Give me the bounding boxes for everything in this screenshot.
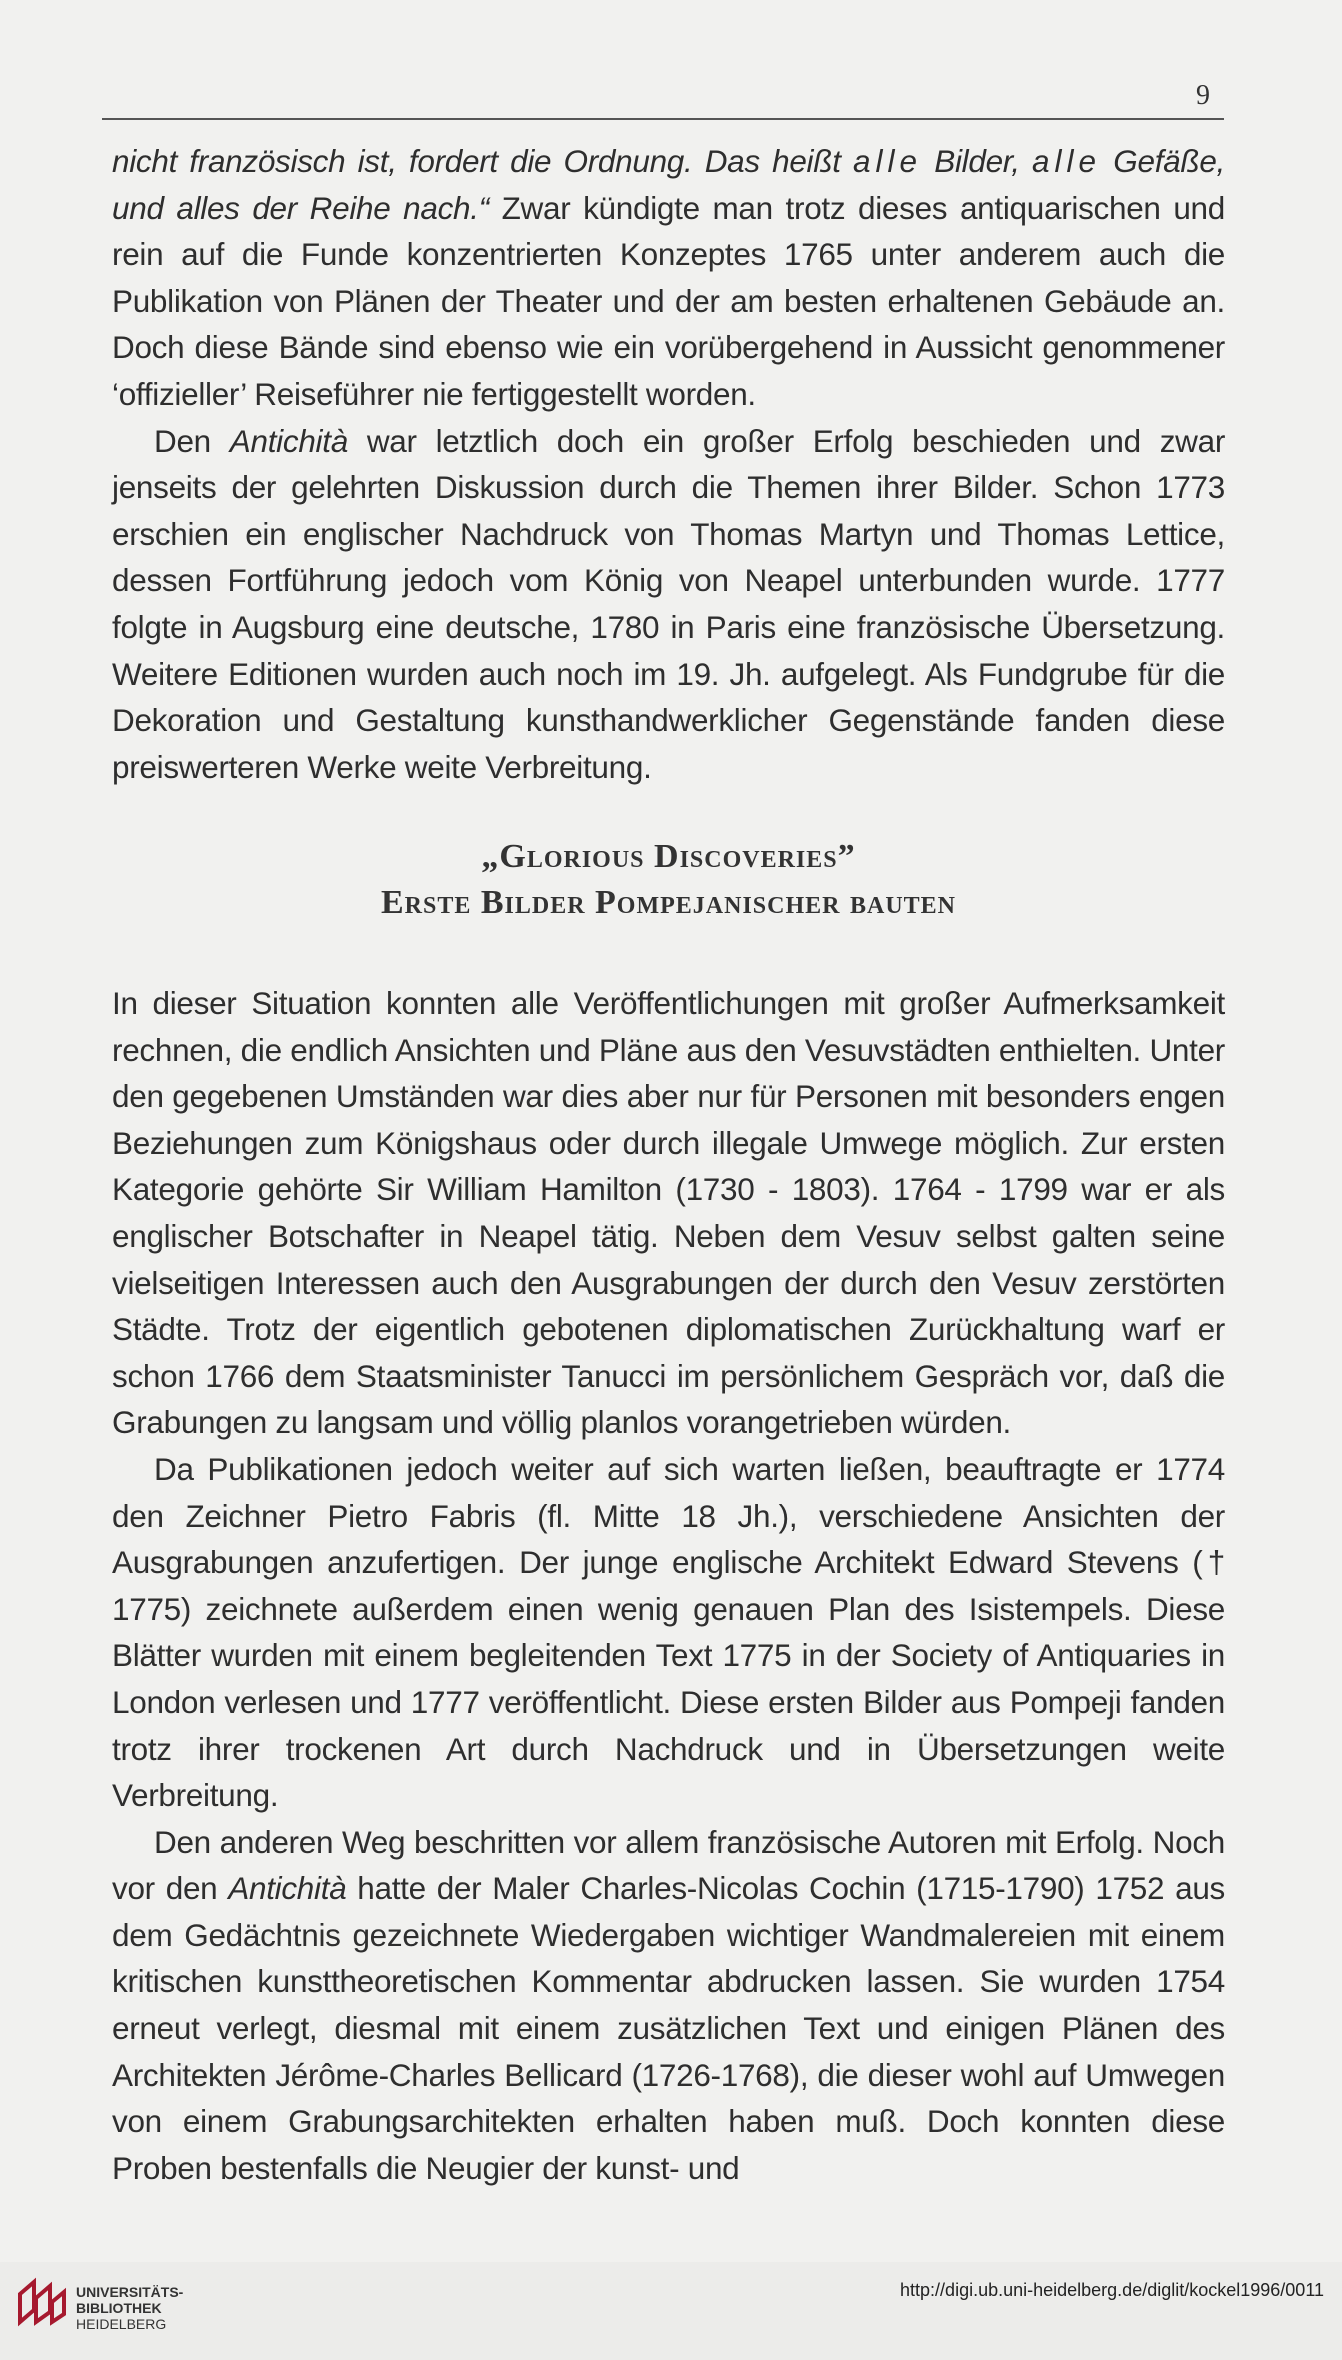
text-run: nicht französisch ist, fordert die Ordnung. Das heißt (112, 143, 853, 179)
text-run: Da Publikationen jedoch weiter auf sich warten ließen, beauftragte er 1774 den Zeichner Pietro Fabris (fl. Mitte 18 Jh.), verschiedene Ansichten der Ausgrabungen anzufertigen. Der junge englische Architekt Edward Stevens († 1775) zeichnete außerdem einen wenig genauen Plan des Isistempels. Diese Blätter wurden mit einem begleitenden Text 1775 in der Society of Antiquaries in London verlesen und 1777 veröffentlicht. Diese ersten Bilder aus Pompeji fanden trotz ihrer trockenen Art durch Nachdruck und in Übersetzungen weite Verbreitung. (112, 1450, 1225, 1814)
text-run: Antichità (229, 422, 348, 459)
paragraph (112, 980, 1225, 1446)
logo-line3: HEIDELBERG (76, 2316, 167, 2332)
header-rule (102, 118, 1224, 120)
body-text-top (112, 138, 1225, 790)
text-run: war letztlich doch ein großer Erfolg beschieden und zwar jenseits der gelehrten Diskussion durch die Themen ihrer Bilder. Schon 1773 erschien ein englischer Nachdruck von Thomas Martyn und Thomas Lettice, dessen Fortführung jedoch vom König von Neapel unterbunden wurde. 1777 folgte in Augsburg eine deutsche, 1780 in Paris eine französische Übersetzung. Weitere Editionen wurden auch noch im 19. Jh. aufgelegt. Als Fundgrube für die Dekoration und Gestaltung kunsthandwerklicher Gegenstände fanden diese preiswerteren Werke weite Verbreitung. (112, 422, 1226, 785)
text-run: Antichità (228, 1870, 347, 1907)
footer-bar (0, 2262, 1342, 2360)
source-url-link[interactable]: http://digi.ub.uni-heidelberg.de/diglit/kockel1996/0011 (900, 2280, 1324, 2300)
section-heading-line1: „Glorious Discoveries” (481, 838, 856, 875)
text-run: Bilder, (921, 143, 1032, 179)
page-number: 9 (1196, 80, 1210, 111)
text-run: In dieser Situation konnten alle Veröffentlichungen mit großer Aufmerksamkeit rechnen, die endlich Ansichten und Pläne aus den Vesuvstädten enthielten. Unter den gegebenen Umständen war dies aber nur für Personen mit besonders engen Beziehungen zum Königshaus oder durch illegale Umwege möglich. Zur ersten Kategorie gehörte Sir William Hamilton (1730 - 1803). 1764 - 1799 war er als englischer Botschafter in Neapel tätig. Neben dem Vesuv selbst galten seine vielseitigen Interessen auch den Ausgrabungen der durch den Vesuv zerstörten Städte. Trotz der eigentlich gebotenen diplomatischen Zurückhaltung warf er schon 1766 dem Staatsminister Tanucci im persönlichem Gespräch vor, daß die Grabungen zu langsam und völlig planlos vorangetrieben würden. (112, 985, 1225, 1441)
logo-line1: UNIVERSITÄTS- (76, 2284, 184, 2300)
section-heading-line2: Erste Bilder Pompejanischer bauten (380, 884, 957, 921)
text-run: Zwar kündigte man trotz dieses antiquarischen und rein auf die Funde konzentrierten Konzeptes 1765 unter anderem auch die Publikation von Plänen der Theater und der am besten erhaltenen Gebäude an. Doch diese Bände sind ebenso wie ein vorübergehend in Aussicht genommener ‘offizieller’ Reiseführer nie fertiggestellt worden. (112, 189, 1225, 412)
text-run: Den (154, 422, 230, 459)
text-run: Den anderen Weg beschritten vor allem französische Autoren mit Erfolg. Noch vor den (112, 1823, 1225, 1907)
library-logo-icon[interactable] (14, 2272, 70, 2333)
text-run: alle (1031, 143, 1102, 179)
paragraph (112, 1446, 1225, 1819)
text-run: Gefäße, und alles der Reihe nach.“ (112, 143, 1226, 226)
body-text-bottom (112, 980, 1225, 2191)
text-run: hatte der Maler Charles-Nicolas Cochin (1715-1790) 1752 aus dem Gedächtnis gezeichnete Wiedergaben wichtiger Wandmalereien mit einem kritischen kunsttheoretischen Kommentar abdrucken lassen. Sie wurden 1754 erneut verlegt, diesmal mit einem zusätzlichen Text und einigen Plänen des Architekten Jérôme-Charles Bellicard (1726-1768), die dieser wohl auf Umwegen von einem Grabungsarchitekten erhalten haben muß. Doch konnten diese Proben bestenfalls die Neugier der kunst- und (112, 1870, 1225, 2186)
paragraph (112, 1819, 1225, 2192)
paragraph (112, 138, 1225, 418)
logo-line2: BIBLIOTHEK (76, 2300, 162, 2316)
text-run: alle (852, 143, 922, 179)
library-logo-text (76, 2284, 183, 2332)
paragraph (112, 418, 1225, 791)
